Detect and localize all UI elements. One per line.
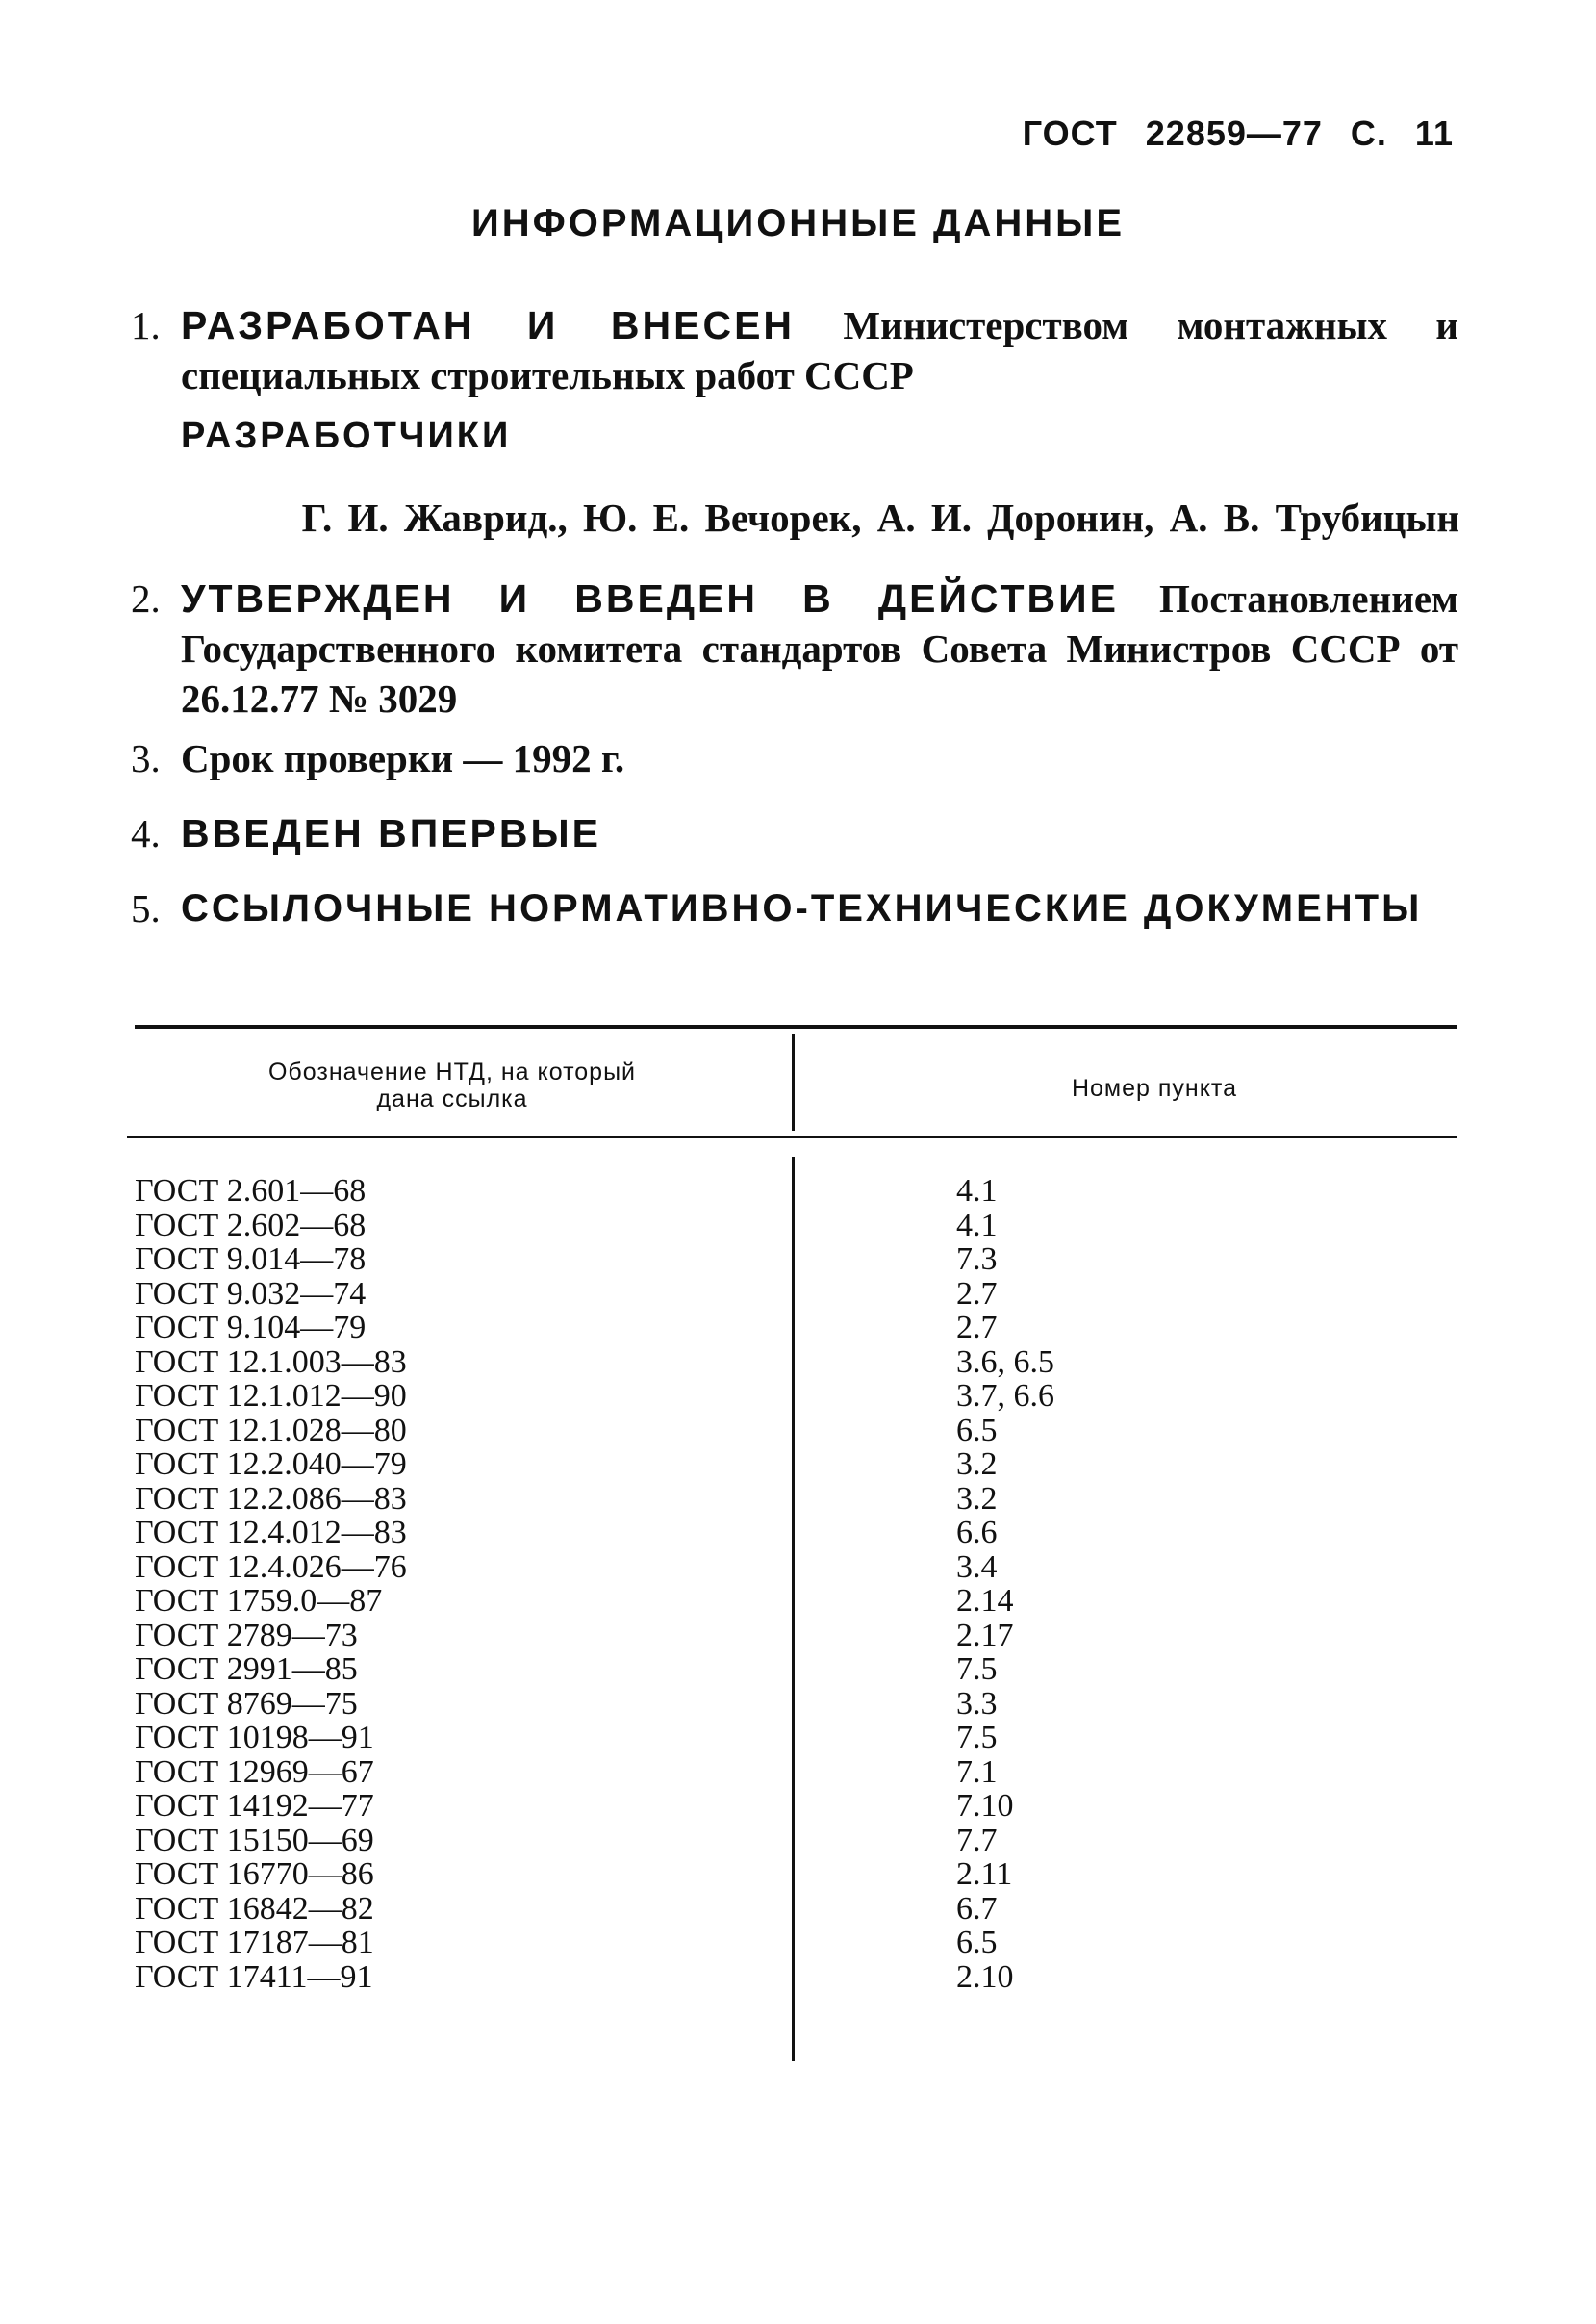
info-item-3	[131, 733, 1458, 783]
table-cell-clause: 3.2	[956, 1480, 998, 1517]
table-column-clause	[956, 1174, 1054, 1994]
table-cell-designation: ГОСТ 12.2.040—79	[135, 1446, 407, 1482]
item-number: 4.	[131, 811, 161, 856]
table-column-designation	[135, 1174, 407, 1994]
table-cell-clause: 6.5	[956, 1412, 998, 1448]
table-cell-designation: ГОСТ 15150—69	[135, 1822, 374, 1858]
table-cell-clause: 6.7	[956, 1890, 998, 1927]
table-cell-designation: ГОСТ 2.602—68	[135, 1207, 367, 1243]
table-cell-designation: ГОСТ 10198—91	[135, 1720, 374, 1755]
item-text: Срок проверки — 1992 г.	[181, 736, 625, 780]
page-title: ИНФОРМАЦИОННЫЕ ДАННЫЕ	[470, 202, 1126, 244]
table-cell-clause: 4.1	[956, 1207, 998, 1243]
table-cell-clause: 2.14	[956, 1583, 1014, 1619]
table-cell-designation: ГОСТ 17187—81	[135, 1925, 374, 1960]
table-cell-clause: 7.5	[956, 1651, 998, 1687]
table-body-divider	[792, 1157, 795, 2061]
table-cell-clause: 3.2	[956, 1446, 998, 1482]
table-top-rule	[135, 1025, 1457, 1029]
table-cell-designation: ГОСТ 12969—67	[135, 1753, 374, 1790]
table-cell-designation: ГОСТ 12.4.026—76	[135, 1548, 407, 1585]
item-lead: ССЫЛОЧНЫЕ НОРМАТИВНО-ТЕХНИЧЕСКИЕ ДОКУМЕНТЫ	[181, 887, 1423, 930]
table-header-clause: Номер пункта	[1071, 1075, 1238, 1102]
table-cell-designation: ГОСТ 1759.0—87	[135, 1583, 383, 1619]
table-cell-clause: 3.3	[956, 1685, 998, 1722]
table-header-rule	[127, 1136, 1457, 1138]
table-cell-clause: 3.7, 6.6	[956, 1378, 1054, 1414]
developers-heading: РАЗРАБОТЧИКИ	[181, 416, 512, 456]
table-cell-clause: 2.10	[956, 1958, 1014, 1995]
item-text: Министерством монтажных и специальных строительных работ СССР	[181, 303, 1458, 397]
table-cell-clause: 4.1	[956, 1173, 998, 1209]
item-lead: УТВЕРЖДЕН И ВВЕДЕН В ДЕЙСТВИЕ	[181, 576, 1119, 621]
item-number: 2.	[131, 576, 161, 621]
table-cell-designation: ГОСТ 12.4.012—83	[135, 1515, 407, 1550]
developers-names: Г. И. Жаврид., Ю. Е. Вечорек, А. И. Доронин, А. В. Трубицын	[301, 496, 1459, 540]
info-item-5	[131, 883, 1458, 933]
table-header-designation: Обозначение НТД, на который дана ссылка	[267, 1059, 637, 1112]
table-cell-designation: ГОСТ 2991—85	[135, 1651, 358, 1687]
table-cell-designation: ГОСТ 17411—91	[135, 1958, 373, 1995]
table-header-divider	[792, 1034, 795, 1131]
table-cell-designation: ГОСТ 12.1.028—80	[135, 1412, 407, 1448]
table-cell-clause: 7.7	[956, 1822, 998, 1858]
item-text: Постановлением Государственного комитета стандартов Совета Министров СССР от 26.12.77 № 3029	[181, 576, 1458, 721]
table-cell-designation: ГОСТ 12.1.012—90	[135, 1378, 407, 1414]
item-lead: РАЗРАБОТАН И ВНЕСЕН	[181, 303, 796, 347]
table-cell-designation: ГОСТ 16770—86	[135, 1856, 374, 1892]
table-cell-clause: 6.6	[956, 1515, 998, 1550]
item-number: 1.	[131, 303, 161, 347]
info-item-4	[131, 808, 1458, 858]
table-cell-clause: 2.7	[956, 1275, 998, 1312]
table-cell-designation: ГОСТ 2.601—68	[135, 1173, 367, 1209]
table-cell-designation: ГОСТ 16842—82	[135, 1890, 374, 1927]
running-header: ГОСТ 22859—77 С. 11	[1022, 114, 1454, 153]
table-cell-clause: 7.10	[956, 1788, 1014, 1824]
table-cell-clause: 6.5	[956, 1925, 998, 1960]
item-number: 5.	[131, 886, 161, 931]
table-cell-designation: ГОСТ 9.014—78	[135, 1241, 367, 1277]
info-item-2	[131, 574, 1458, 724]
item-number: 3.	[131, 736, 161, 780]
table-cell-clause: 7.1	[956, 1753, 998, 1790]
table-cell-clause: 3.6, 6.5	[956, 1343, 1054, 1380]
table-cell-designation: ГОСТ 12.2.086—83	[135, 1480, 407, 1517]
table-cell-clause: 7.5	[956, 1720, 998, 1755]
table-cell-clause: 7.3	[956, 1241, 998, 1277]
info-item-1	[131, 300, 1458, 400]
table-cell-designation: ГОСТ 9.104—79	[135, 1310, 367, 1345]
table-cell-designation: ГОСТ 2789—73	[135, 1617, 358, 1653]
table-cell-designation: ГОСТ 9.032—74	[135, 1275, 367, 1312]
item-lead: ВВЕДЕН ВПЕРВЫЕ	[181, 811, 601, 856]
table-cell-clause: 2.17	[956, 1617, 1014, 1653]
table-cell-designation: ГОСТ 14192—77	[135, 1788, 374, 1824]
table-cell-clause: 2.11	[956, 1856, 1013, 1892]
table-cell-designation: ГОСТ 12.1.003—83	[135, 1343, 407, 1380]
table-cell-designation: ГОСТ 8769—75	[135, 1685, 358, 1722]
table-cell-clause: 3.4	[956, 1548, 998, 1585]
table-cell-clause: 2.7	[956, 1310, 998, 1345]
